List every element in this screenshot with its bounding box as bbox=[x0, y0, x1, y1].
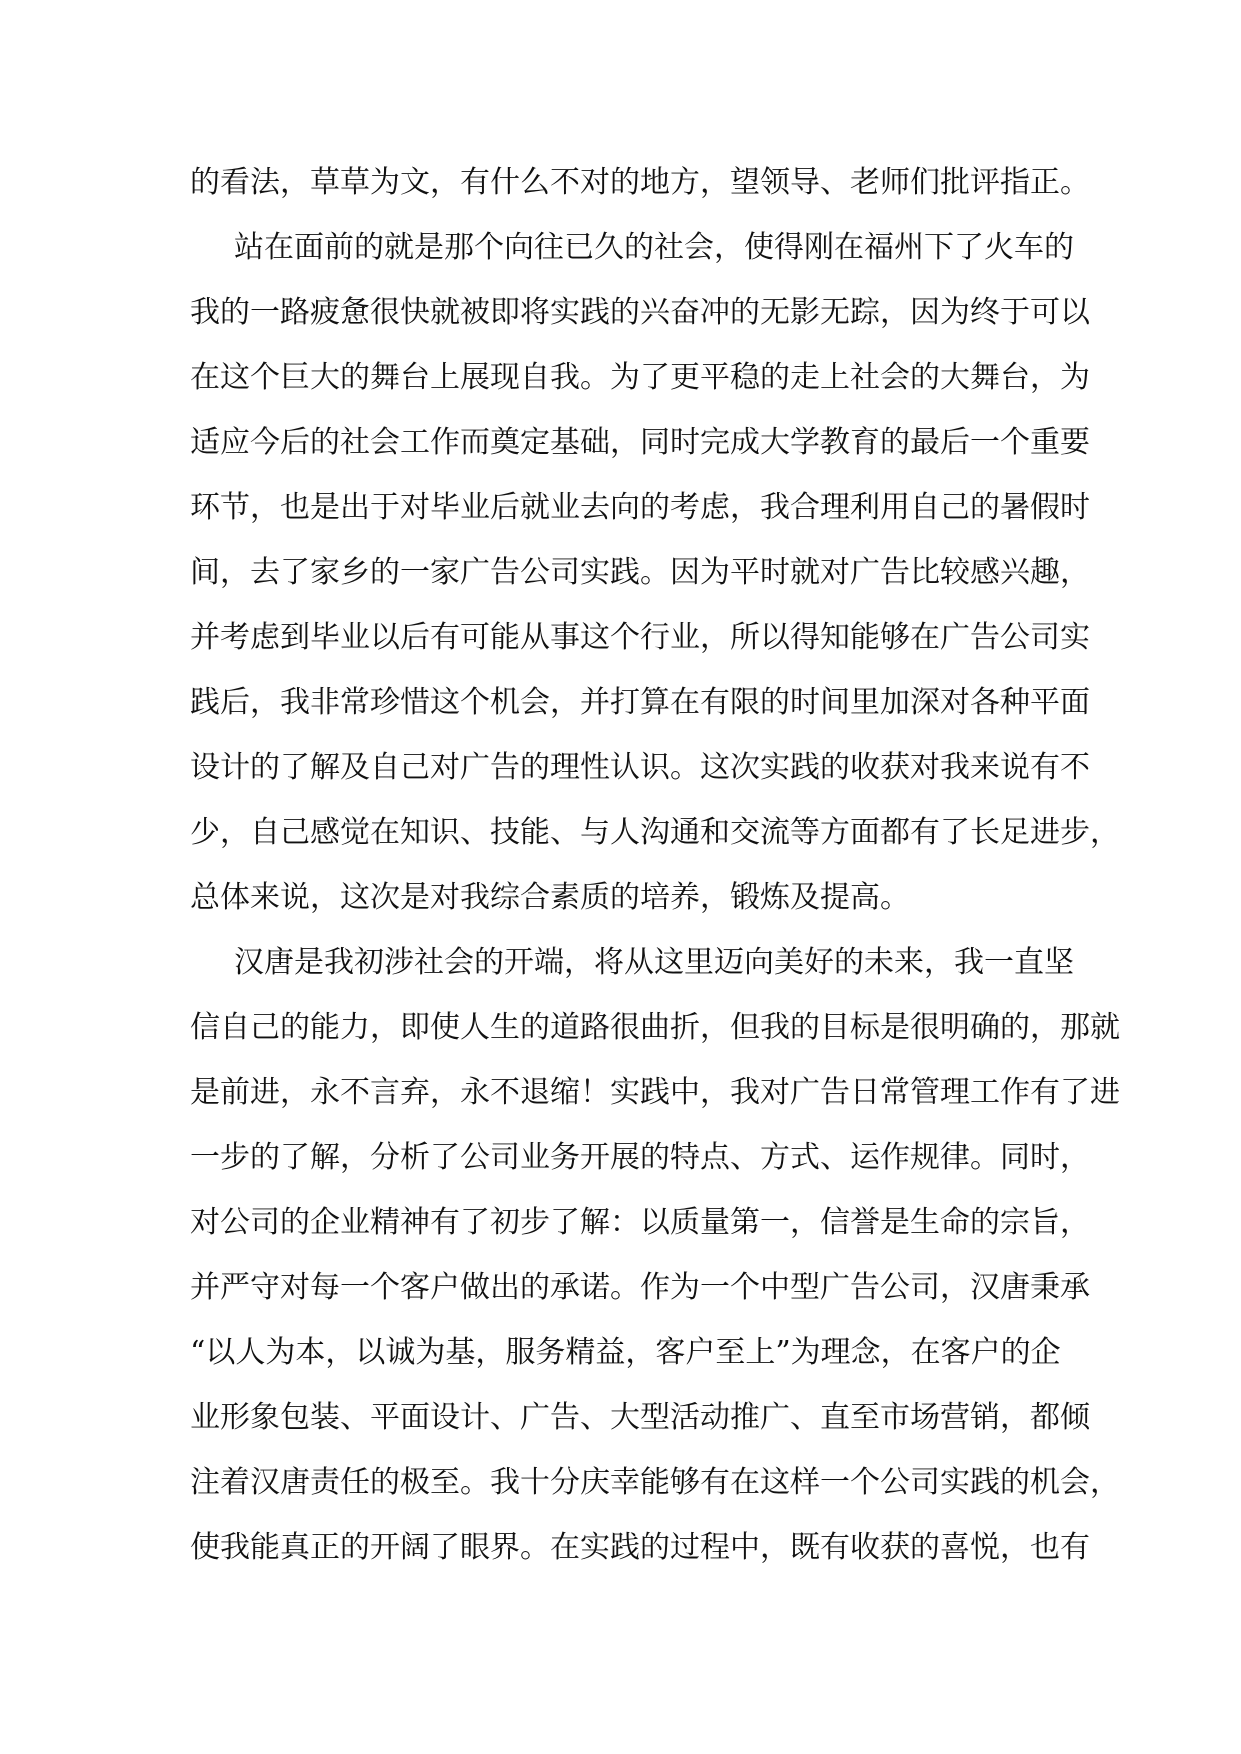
text-line: 少，自己感觉在知识、技能、与人沟通和交流等方面都有了长足进步， bbox=[190, 815, 1120, 850]
text-line: 注着汉唐责任的极至。我十分庆幸能够有在这样一个公司实践的机会， bbox=[190, 1465, 1120, 1500]
text-line: 汉唐是我初涉社会的开端，将从这里迈向美好的未来，我一直坚 bbox=[234, 945, 1074, 980]
text-line: 是前进，永不言弃，永不退缩！实践中，我对广告日常管理工作有了进 bbox=[190, 1075, 1120, 1110]
text-line: 总体来说，这次是对我综合素质的培养，锻炼及提高。 bbox=[190, 880, 910, 915]
text-line: 我的一路疲惫很快就被即将实践的兴奋冲的无影无踪，因为终于可以 bbox=[190, 295, 1090, 330]
text-line: 信自己的能力，即使人生的道路很曲折，但我的目标是很明确的，那就 bbox=[190, 1010, 1120, 1045]
text-line: 一步的了解，分析了公司业务开展的特点、方式、运作规律。同时， bbox=[190, 1140, 1090, 1175]
text-line: 业形象包装、平面设计、广告、大型活动推广、直至市场营销，都倾 bbox=[190, 1400, 1090, 1435]
text-line: 并考虑到毕业以后有可能从事这个行业，所以得知能够在广告公司实 bbox=[190, 620, 1090, 655]
text-line: 适应今后的社会工作而奠定基础，同时完成大学教育的最后一个重要 bbox=[190, 425, 1090, 460]
text-line: 间，去了家乡的一家广告公司实践。因为平时就对广告比较感兴趣， bbox=[190, 555, 1090, 590]
text-line: 站在面前的就是那个向往已久的社会，使得刚在福州下了火车的 bbox=[234, 230, 1074, 265]
text-line: 环节，也是出于对毕业后就业去向的考虑，我合理利用自己的暑假时 bbox=[190, 490, 1090, 525]
body-text bbox=[190, 150, 1120, 1580]
text-line: “以人为本，以诚为基，服务精益，客户至上”为理念，在客户的企 bbox=[190, 1335, 1061, 1370]
text-line: 并严守对每一个客户做出的承诺。作为一个中型广告公司，汉唐秉承 bbox=[190, 1270, 1090, 1305]
text-line: 使我能真正的开阔了眼界。在实践的过程中，既有收获的喜悦，也有 bbox=[190, 1530, 1090, 1565]
text-line: 践后，我非常珍惜这个机会，并打算在有限的时间里加深对各种平面 bbox=[190, 685, 1090, 720]
text-line: 在这个巨大的舞台上展现自我。为了更平稳的走上社会的大舞台，为 bbox=[190, 360, 1090, 395]
text-line: 设计的了解及自己对广告的理性认识。这次实践的收获对我来说有不 bbox=[190, 750, 1090, 785]
text-line: 对公司的企业精神有了初步了解：以质量第一，信誉是生命的宗旨， bbox=[190, 1205, 1090, 1240]
text-line: 的看法，草草为文，有什么不对的地方，望领导、老师们批评指正。 bbox=[190, 165, 1090, 200]
